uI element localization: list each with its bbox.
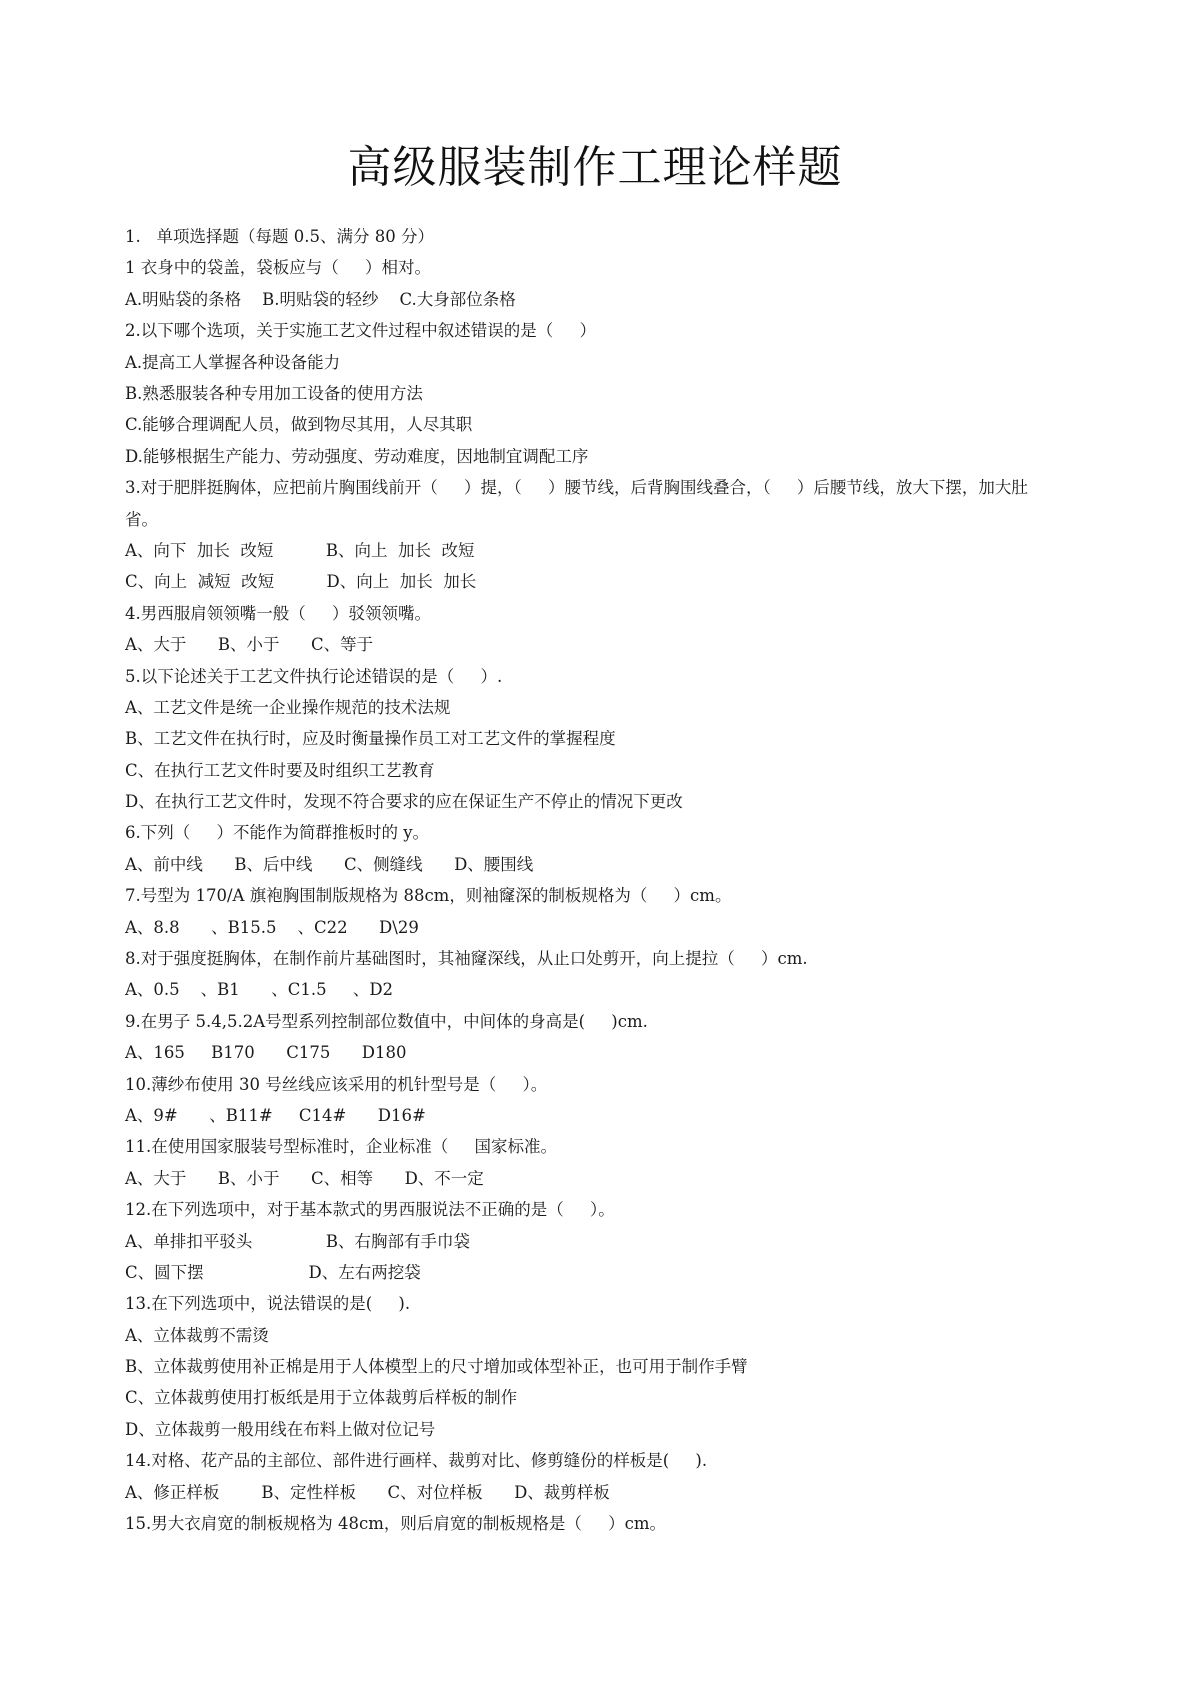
text-line: 5.以下论述关于工艺文件执行论述错误的是（ ）. — [125, 666, 503, 686]
document-title: 高级服装制作工理论样题 — [347, 142, 843, 193]
text-line: 4.男西服肩领领嘴一般（ ）驳领领嘴。 — [125, 603, 431, 623]
text-line: A、大于 B、小于 C、等于 — [125, 635, 374, 655]
text-line: A、大于 B、小于 C、相等 D、不一定 — [125, 1168, 484, 1188]
text-line: A、8.8 、B15.5 、C22 D\29 — [125, 917, 419, 937]
text-line: 2.以下哪个选项，关于实施工艺文件过程中叙述错误的是（ ） — [125, 321, 596, 341]
text-line: 3.对于肥胖挺胸体，应把前片胸围线前开（ ）提，（ ）腰节线，后背胸围线叠合，（ ）后腰节线，放大下摆，加大肚省。 — [125, 478, 1028, 529]
text-line: A、立体裁剪不需烫 — [125, 1325, 269, 1345]
text-line: 14.对格、花产品的主部位、部件进行画样、裁剪对比、修剪缝份的样板是( ). — [125, 1451, 708, 1471]
text-line: A、0.5 、B1 、C1.5 、D2 — [125, 980, 394, 1000]
question-list — [125, 221, 1055, 1539]
text-line: A、前中线 B、后中线 C、侧缝线 D、腰围线 — [125, 854, 534, 874]
text-line: C、向上 减短 改短 D、向上 加长 加长 — [125, 572, 477, 592]
text-line: 9.在男子 5.4,5.2A号型系列控制部位数值中，中间体的身高是( )cm. — [125, 1011, 648, 1031]
text-line: A、165 B170 C175 D180 — [125, 1043, 407, 1063]
text-line: B、立体裁剪使用补正棉是用于人体模型上的尺寸增加或体型补正，也可用于制作手臂 — [125, 1357, 748, 1377]
text-line: 6.下列（ ）不能作为简群推板时的 y。 — [125, 823, 430, 843]
text-line: A、9# 、B11# C14# D16# — [125, 1105, 426, 1125]
text-line: 12.在下列选项中，对于基本款式的男西服说法不正确的是（ ）。 — [125, 1200, 615, 1220]
text-line: 7.号型为 170/A 旗袍胸围制版规格为 88cm，则袖窿深的制板规格为（ ）cm。 — [125, 886, 732, 906]
text-line: B.熟悉服装各种专用加工设备的使用方法 — [125, 383, 423, 403]
text-line: C、在执行工艺文件时要及时组织工艺教育 — [125, 760, 435, 780]
text-line: C、立体裁剪使用打板纸是用于立体裁剪后样板的制作 — [125, 1388, 518, 1408]
text-line: A、单排扣平驳头 B、右胸部有手巾袋 — [125, 1231, 470, 1251]
text-line: D.能够根据生产能力、劳动强度、劳动难度，因地制宜调配工序 — [125, 446, 589, 466]
text-line: 11.在使用国家服装号型标准时，企业标准（ 国家标准。 — [125, 1137, 557, 1157]
text-line: A、修正样板 B、定性样板 C、对位样板 D、裁剪样板 — [125, 1482, 610, 1502]
text-line: 13.在下列选项中，说法错误的是( ). — [125, 1294, 411, 1314]
text-line: B、工艺文件在执行时，应及时衡量操作员工对工艺文件的掌握程度 — [125, 729, 616, 749]
text-line: 8.对于强度挺胸体，在制作前片基础图时，其袖窿深线，从止口处剪开，向上提拉（ ）cm. — [125, 949, 808, 969]
text-line: D、在执行工艺文件时，发现不符合要求的应在保证生产不停止的情况下更改 — [125, 792, 683, 812]
text-line: A、向下 加长 改短 B、向上 加长 改短 — [125, 540, 475, 560]
text-line: C.能够合理调配人员，做到物尽其用，人尽其职 — [125, 415, 473, 435]
text-line: A.提高工人掌握各种设备能力 — [125, 352, 341, 372]
text-line: D、立体裁剪一般用线在布料上做对位记号 — [125, 1419, 436, 1439]
text-line: A、工艺文件是统一企业操作规范的技术法规 — [125, 697, 451, 717]
text-line: C、圆下摆 D、左右两挖袋 — [125, 1262, 421, 1282]
text-line: 15.男大衣肩宽的制板规格为 48cm，则后肩宽的制板规格是（ ）cm。 — [125, 1514, 666, 1534]
text-line: 10.薄纱布使用 30 号丝线应该采用的机针型号是（ ）。 — [125, 1074, 548, 1094]
text-line: 1. 单项选择题（每题 0.5、满分 80 分） — [125, 227, 434, 246]
text-line: A.明贴袋的条格 B.明贴袋的轻纱 C.大身部位条格 — [125, 289, 516, 309]
text-line: 1 衣身中的袋盖，袋板应与（ ）相对。 — [125, 258, 431, 278]
